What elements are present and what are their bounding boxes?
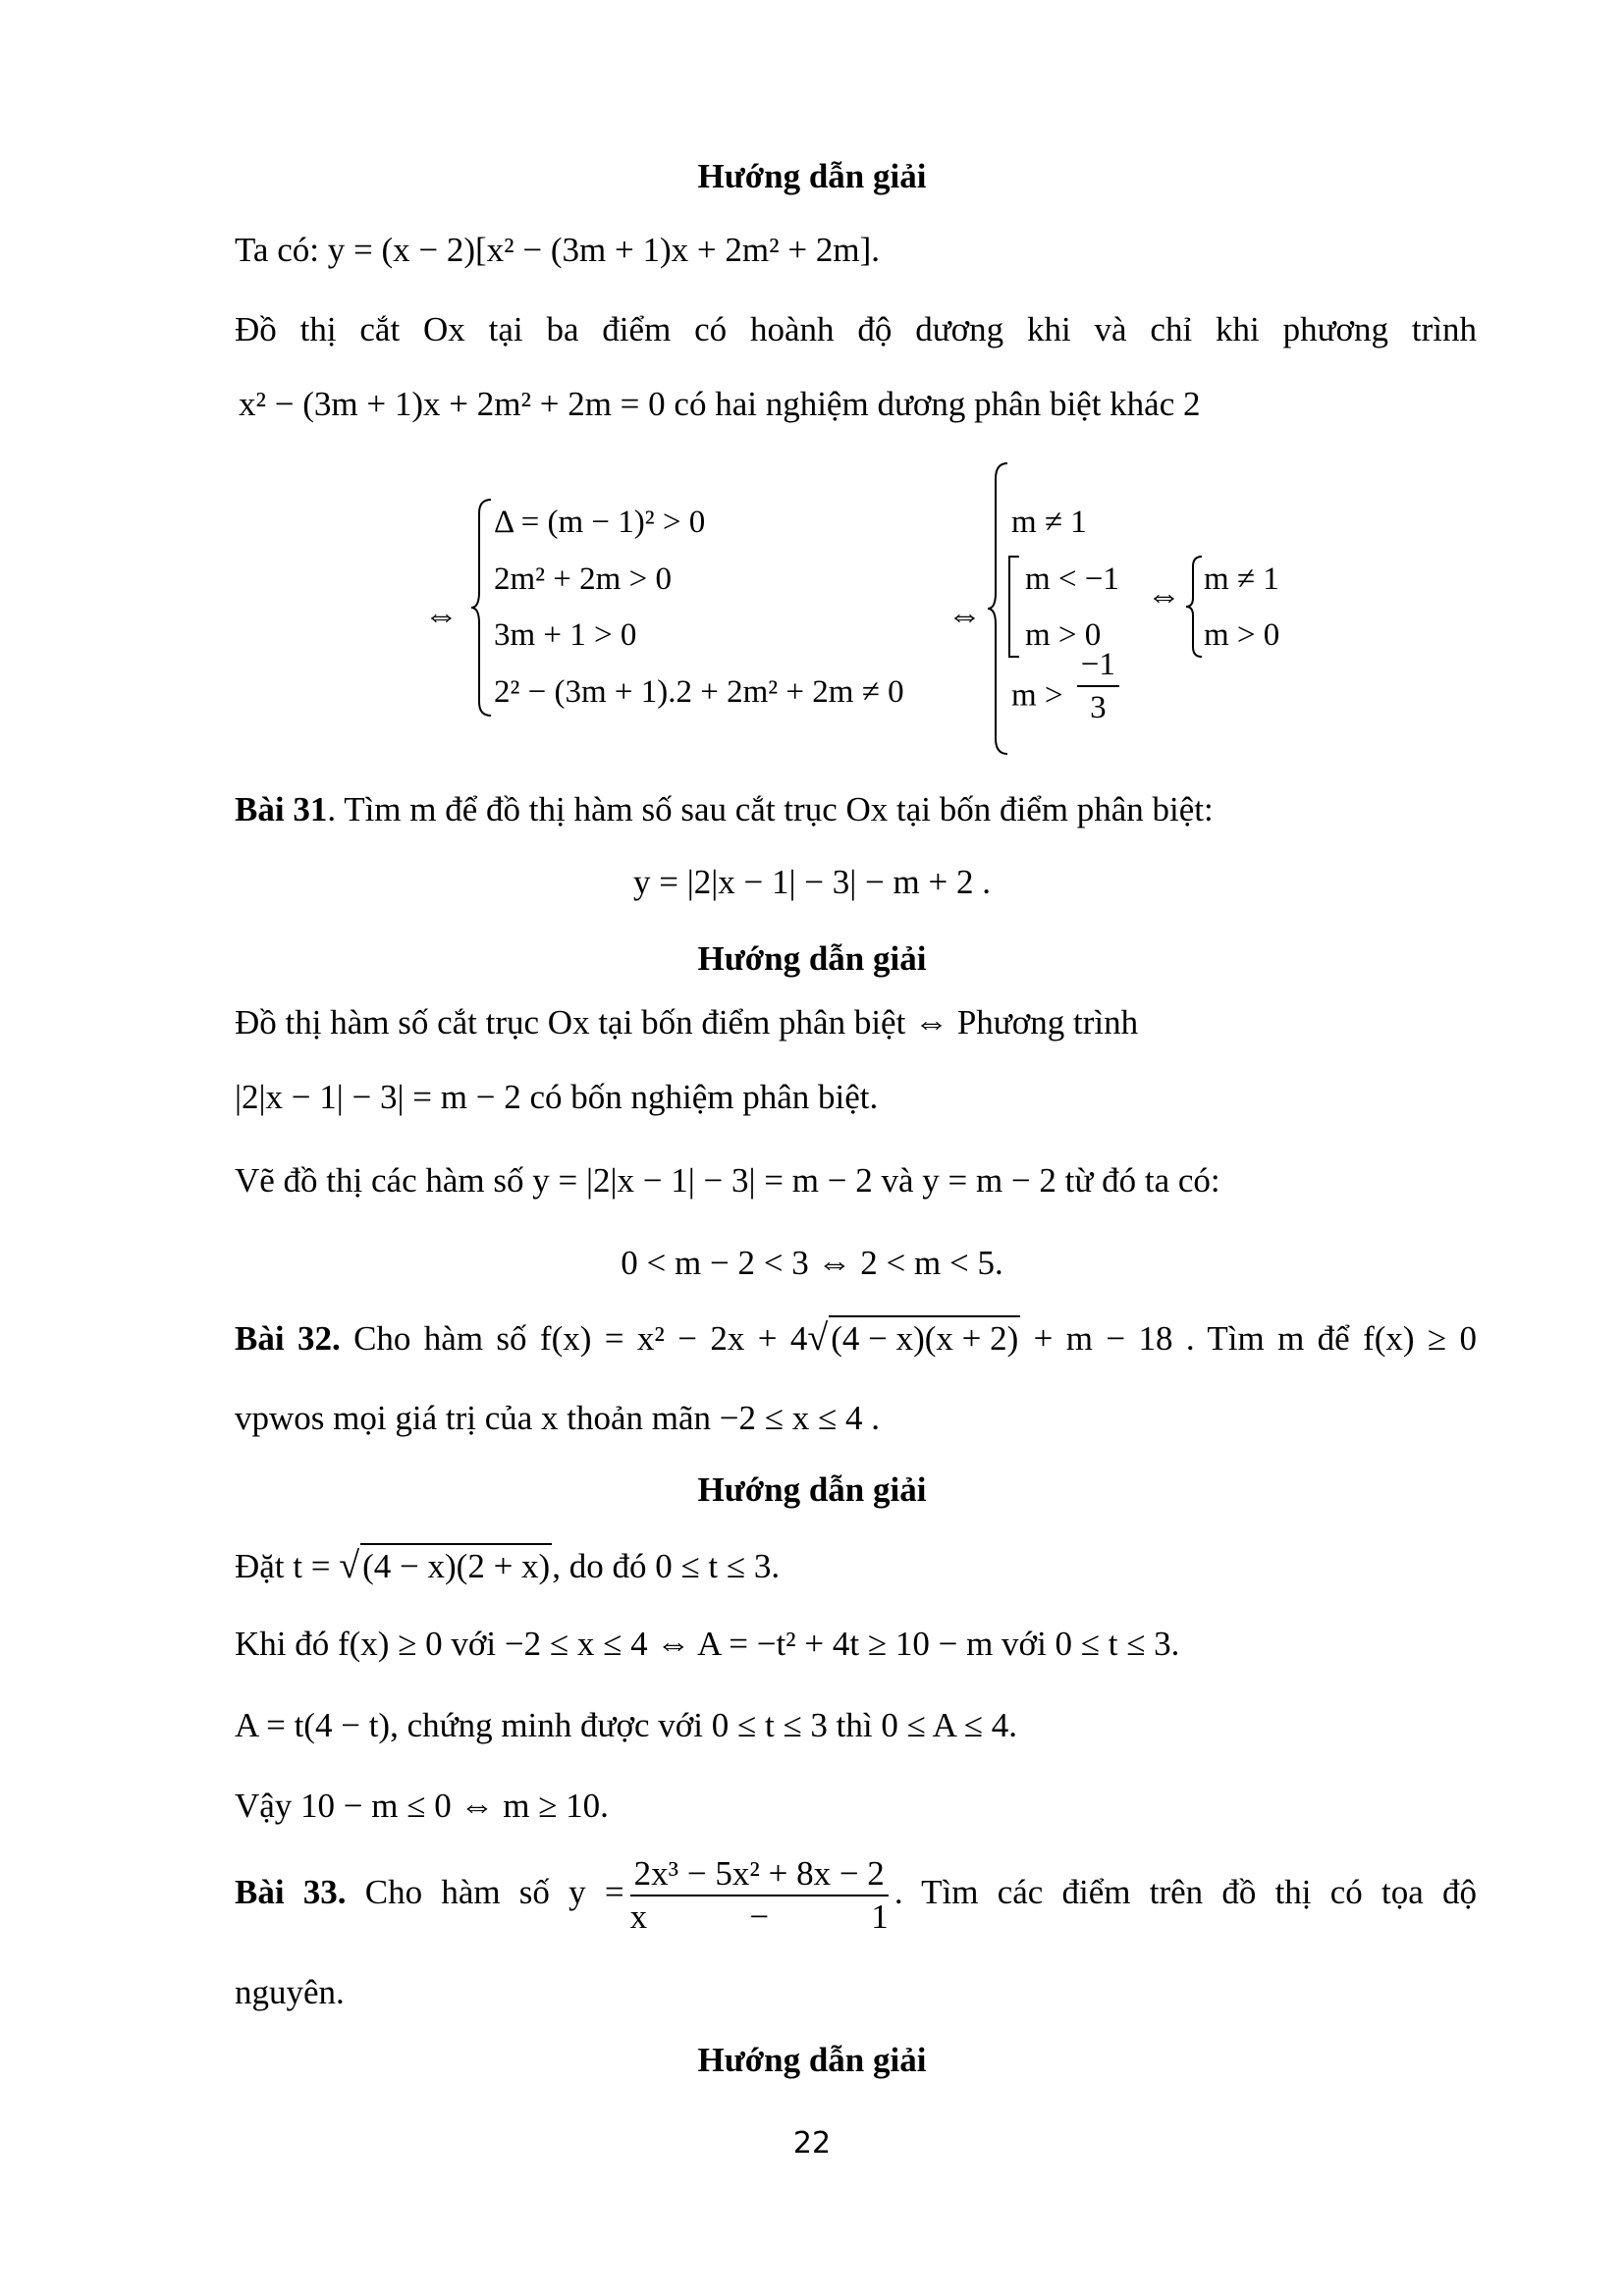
solution-heading-33: Hướng dẫn giải <box>697 2041 927 2079</box>
system-2-or-1: m < −1 <box>1025 561 1119 597</box>
s1-sqrt: (4 − x)(2 + x) <box>360 1543 552 1588</box>
fraction-numerator: −1 <box>1077 644 1119 687</box>
system-brace-3 <box>1184 555 1204 659</box>
system-3-row-1: m ≠ 1 <box>1204 561 1279 597</box>
exercise-32-solution-3: A = t(4 − t), chứng minh được với 0 ≤ t ≤ 3 thì 0 ≤ A ≤ 4. <box>235 1706 1017 1744</box>
solution-heading-32: Hướng dẫn giải <box>697 1470 927 1509</box>
s1-pre: Đặt t = <box>235 1547 340 1585</box>
exercise-32-post: + m − 18 . Tìm m để f(x) ≥ 0 <box>1020 1319 1477 1358</box>
exercise-31-text: . Tìm m để đồ thị hàm số sau cắt trục Ox tại bốn điểm phân biệt: <box>327 790 1214 828</box>
system-2-or-2: m > 0 <box>1025 617 1102 653</box>
exercise-31-solution-3: Vẽ đồ thị các hàm số y = |2|x − 1| − 3| = m − 2 và y = m − 2 từ đó ta có: <box>235 1161 1220 1200</box>
system-1-row-3: 3m + 1 > 0 <box>494 617 637 653</box>
equivalence-symbol-2: ⇔ <box>947 596 982 634</box>
exercise-32-label: Bài 32. <box>235 1319 341 1358</box>
bracket-or <box>1005 555 1021 659</box>
equivalence-symbol-1: ⇔ <box>424 596 459 634</box>
exercise-33-statement <box>235 1845 1477 1940</box>
s1-post: , do đó 0 ≤ t ≤ 3. <box>552 1547 781 1585</box>
given-expression: Ta có: y = (x − 2)[x² − (3m + 1)x + 2m² + 2m]. <box>235 231 881 269</box>
exercise-33-line-2: nguyên. <box>235 1973 345 2011</box>
fraction-denominator: 3 <box>1090 690 1107 725</box>
exercise-33-post: . Tìm các điểm trên đồ thị có tọa độ <box>893 1873 1477 1911</box>
exercise-33-numerator: 2x³ − 5x² + 8x − 2 <box>630 1853 889 1896</box>
exercise-32-statement: Bài 32. Cho hàm số f(x) = x² − 2x + 4√(4 − x)(x + 2) + m − 18 . Tìm m để f(x) ≥ 0 <box>235 1317 1477 1359</box>
exercise-32-pre: Cho hàm số f(x) = x² − 2x + 4 <box>340 1319 808 1358</box>
exercise-32-solution-4: Vậy 10 − m ≤ 0 ⇔ m ≥ 10. <box>235 1787 609 1825</box>
system-1-row-1: Δ = (m − 1)² > 0 <box>494 505 706 540</box>
exercise-31-formula: y = |2|x − 1| − 3| − m + 2 . <box>633 863 991 901</box>
exercise-32-solution-2: Khi đó f(x) ≥ 0 với −2 ≤ x ≤ 4 ⇔ A = −t² + 4t ≥ 10 − m với 0 ≤ t ≤ 3. <box>235 1625 1180 1663</box>
system-1-row-4: 2² − (3m + 1).2 + 2m² + 2m ≠ 0 <box>494 674 904 710</box>
page-number: 22 <box>792 2126 832 2161</box>
row-4-prefix: m > <box>1011 677 1063 714</box>
condition-line-2: x² − (3m + 1)x + 2m² + 2m = 0 có hai nghiệm dương phân biệt khác 2 <box>239 385 1201 423</box>
exercise-33-pre: Cho hàm số y = <box>346 1873 624 1911</box>
exercise-31-solution-1: Đồ thị hàm số cắt trục Ox tại bốn điểm phân biệt ⇔ Phương trình <box>235 1003 1139 1041</box>
exercise-31-statement <box>235 788 1214 831</box>
condition-line-1: Đồ thị cắt Ox tại ba điểm có hoành độ dương khi và chỉ khi phương trình <box>235 310 1477 348</box>
exercise-31-label: Bài 31 <box>235 790 328 828</box>
system-2-row-4 <box>1011 647 1125 728</box>
exercise-31-solution-2: |2|x − 1| − 3| = m − 2 có bốn nghiệm phân biệt. <box>235 1078 879 1116</box>
exercise-33-fraction <box>630 1853 889 1938</box>
solution-heading-31: Hướng dẫn giải <box>697 939 927 978</box>
system-3-row-2: m > 0 <box>1204 617 1280 653</box>
solution-heading: Hướng dẫn giải <box>697 157 927 195</box>
system-2-row-1: m ≠ 1 <box>1011 505 1087 540</box>
exercise-33-label: Bài 33. <box>235 1873 347 1911</box>
equivalence-symbol-3: ⇔ <box>1147 576 1181 614</box>
exercise-33-denominator: x − 1 <box>629 1896 889 1936</box>
exercise-32-line-2: vpwos mọi giá trị của x thoản mãn −2 ≤ x ≤ 4 . <box>235 1399 880 1437</box>
system-1-row-2: 2m² + 2m > 0 <box>494 561 672 597</box>
exercise-32-solution-1: Đặt t = √(4 − x)(2 + x), do đó 0 ≤ t ≤ 3. <box>235 1545 781 1586</box>
exercise-32-sqrt: (4 − x)(x + 2) <box>829 1315 1020 1361</box>
fraction-minus-one-third <box>1077 644 1119 728</box>
exercise-31-conclusion: 0 < m − 2 < 3 ⇔ 2 < m < 5. <box>621 1244 1003 1282</box>
system-brace-1 <box>469 498 495 718</box>
